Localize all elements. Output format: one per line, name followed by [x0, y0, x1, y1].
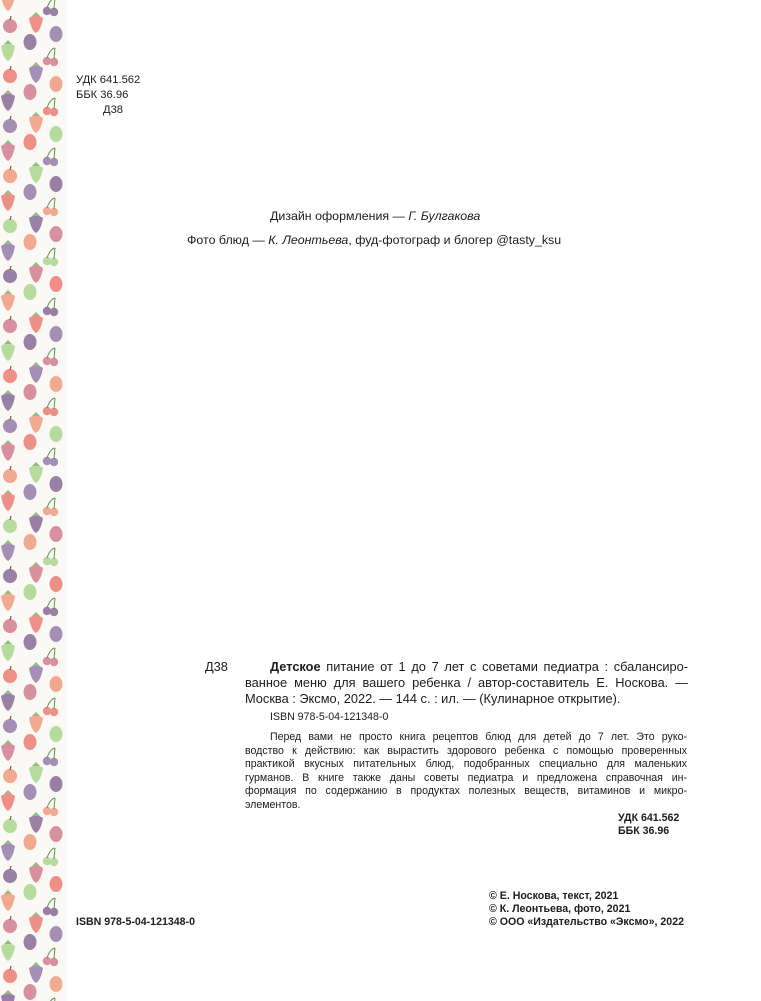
fruit-icon: [50, 826, 63, 842]
design-credit-name: Г. Булгакова: [408, 209, 481, 223]
copyright-line: © К. Леонтьева, фото, 2021: [489, 903, 631, 915]
fruit-icon: [50, 376, 63, 392]
author-mark-top: Д38: [103, 104, 124, 116]
fruit-icon: [1, 490, 15, 511]
design-credit-label: Дизайн оформления —: [270, 209, 409, 223]
fruit-icon: [24, 434, 37, 450]
fruit-icon: [1, 190, 15, 211]
fruit-icon: [50, 676, 63, 692]
photo-credit-name: К. Леонтьева: [268, 233, 349, 247]
fruit-icon: [50, 576, 63, 592]
bibliography-isbn: ISBN 978-5-04-121348-0: [270, 711, 389, 723]
fruit-icon: [1, 940, 15, 961]
fruit-icon: [1, 640, 15, 661]
fruit-icon: [50, 726, 63, 742]
bibliography-title-bold: Детское: [270, 659, 321, 674]
photo-credit-rest: , фуд-фотограф и блогер @tasty_ksu: [348, 233, 562, 247]
fruit-icon: [24, 934, 37, 950]
fruit-icon: [1, 590, 15, 611]
bbk-top: ББК 36.96: [76, 89, 129, 101]
fruit-icon: [50, 76, 63, 92]
fruit-icon: [24, 334, 37, 350]
fruit-icon: [1, 890, 15, 911]
fruit-icon: [43, 548, 58, 566]
fruit-icon: [43, 48, 58, 66]
fruit-icon: [3, 366, 17, 383]
fruit-icon: [24, 884, 37, 900]
fruit-icon: [24, 684, 37, 700]
fruit-icon: [24, 734, 37, 750]
fruit-icon: [50, 476, 63, 492]
fruit-icon: [43, 748, 58, 766]
fruit-icon: [24, 134, 37, 150]
fruit-icon: [43, 98, 58, 116]
fruit-icon: [24, 834, 37, 850]
fruit-icon: [29, 662, 43, 683]
fruit-icon: [24, 284, 37, 300]
bibliography-line-2: ванное меню для вашего ребенка / автор-составитель Е. Носкова. —: [245, 675, 688, 690]
fruit-pattern-border: [0, 0, 66, 1001]
fruit-icon: [29, 262, 43, 283]
fruit-icon: [43, 198, 58, 216]
fruit-icon: [3, 966, 17, 983]
fruit-icon: [29, 462, 43, 483]
fruit-icon: [29, 962, 43, 983]
fruit-icon: [24, 784, 37, 800]
fruit-icon: [50, 976, 63, 992]
copyright-line: © Е. Носкова, текст, 2021: [489, 890, 619, 902]
fruit-icon: [24, 634, 37, 650]
fruit-icon: [24, 384, 37, 400]
fruit-icon: [29, 612, 43, 633]
fruit-icon: [1, 90, 15, 111]
fruit-icon: [50, 876, 63, 892]
fruit-icon: [3, 266, 17, 283]
fruit-icon: [24, 984, 37, 1000]
fruit-icon: [3, 566, 17, 583]
annotation-line: практикой вкусных питательных блюд, подобранных специально для маленьких: [245, 758, 687, 770]
fruit-icon: [43, 498, 58, 516]
fruit-icon: [3, 316, 17, 333]
photo-credit: [187, 233, 561, 248]
fruit-icon: [1, 290, 15, 311]
fruit-icon: [3, 216, 17, 233]
fruit-icon: [3, 466, 17, 483]
fruit-icon: [43, 698, 58, 716]
fruit-icon: [1, 40, 15, 61]
fruit-icon: [3, 866, 17, 883]
fruit-icon: [50, 626, 63, 642]
fruit-icon: [43, 898, 58, 916]
fruit-icon: [3, 166, 17, 183]
fruit-icon: [29, 562, 43, 583]
fruit-icon: [1, 990, 15, 1001]
fruit-icon: [29, 862, 43, 883]
fruit-icon: [50, 776, 63, 792]
fruit-icon: [50, 526, 63, 542]
fruit-icon: [29, 412, 43, 433]
fruit-icon: [24, 584, 37, 600]
fruit-icon: [43, 248, 58, 266]
fruit-icon: [50, 926, 63, 942]
fruit-icon: [1, 540, 15, 561]
fruit-icon: [29, 512, 43, 533]
fruit-icon: [1, 740, 15, 761]
fruit-icon: [43, 298, 58, 316]
fruit-icon: [24, 84, 37, 100]
fruit-icon: [1, 390, 15, 411]
fruit-icon: [29, 912, 43, 933]
fruit-icon: [24, 34, 37, 50]
fruit-icon: [29, 812, 43, 833]
annotation-line: элементов.: [245, 798, 301, 811]
fruit-icon: [1, 140, 15, 161]
bibliography-line-1: [270, 659, 688, 676]
fruit-icon: [50, 326, 63, 342]
fruit-icon: [3, 516, 17, 533]
fruit-icon: [29, 762, 43, 783]
annotation-line: гурманов. В книге также даны советы педиатра и предложена справочная ин-: [245, 771, 687, 784]
fruit-icon: [24, 234, 37, 250]
fruit-icon: [3, 716, 17, 733]
bibliography-line-3: Москва : Эксмо, 2022. — 144 с. : ил. — (Кулинарное открытие).: [245, 691, 621, 706]
fruit-icon: [3, 16, 17, 33]
fruit-icon: [29, 62, 43, 83]
fruit-pattern-icon: [0, 0, 66, 1001]
fruit-icon: [3, 666, 17, 683]
udk-bottom: УДК 641.562: [618, 812, 680, 824]
fruit-icon: [50, 126, 63, 142]
fruit-icon: [29, 362, 43, 383]
fruit-icon: [50, 176, 63, 192]
fruit-icon: [43, 348, 58, 366]
annotation-line: водство к действию: как вырастить здорового ребенка с помощью проверенных: [245, 744, 687, 757]
bibliography-author-mark: Д38: [205, 659, 228, 674]
fruit-icon: [3, 916, 17, 933]
fruit-icon: [1, 790, 15, 811]
fruit-icon: [29, 162, 43, 183]
design-credit: [270, 209, 480, 224]
footer-isbn: ISBN 978-5-04-121348-0: [76, 916, 195, 928]
fruit-icon: [24, 534, 37, 550]
fruit-icon: [43, 948, 58, 966]
bbk-bottom: ББК 36.96: [618, 825, 670, 837]
fruit-icon: [43, 398, 58, 416]
annotation-line: Перед вами не просто книга рецептов блюд для детей до 7 лет. Это руко-: [270, 731, 687, 743]
fruit-icon: [50, 276, 63, 292]
udk-top: УДК 641.562: [76, 74, 141, 86]
fruit-icon: [1, 840, 15, 861]
fruit-icon: [3, 416, 17, 433]
bibliography-line-1-rest: питание от 1 до 7 лет с советами педиатра : сбалансиро-: [320, 659, 688, 674]
fruit-icon: [43, 148, 58, 166]
fruit-icon: [24, 484, 37, 500]
fruit-icon: [43, 0, 58, 16]
fruit-icon: [43, 648, 58, 666]
fruit-icon: [1, 440, 15, 461]
fruit-icon: [1, 0, 15, 11]
fruit-icon: [1, 690, 15, 711]
fruit-icon: [3, 616, 17, 633]
fruit-icon: [43, 848, 58, 866]
fruit-icon: [50, 26, 63, 42]
annotation-line: формация по содержанию в продуктах полезных веществ, витаминов и микро-: [245, 785, 687, 797]
fruit-icon: [29, 712, 43, 733]
fruit-icon: [29, 312, 43, 333]
fruit-icon: [3, 766, 17, 783]
fruit-icon: [24, 184, 37, 200]
fruit-icon: [43, 448, 58, 466]
fruit-icon: [29, 212, 43, 233]
fruit-icon: [50, 226, 63, 242]
fruit-icon: [50, 426, 63, 442]
copyright-line: © ООО «Издательство «Эксмо», 2022: [489, 916, 684, 928]
fruit-icon: [1, 340, 15, 361]
fruit-icon: [43, 798, 58, 816]
fruit-icon: [29, 112, 43, 133]
fruit-icon: [43, 598, 58, 616]
fruit-icon: [3, 816, 17, 833]
fruit-icon: [3, 66, 17, 83]
fruit-icon: [1, 240, 15, 261]
fruit-icon: [29, 12, 43, 33]
fruit-icon: [3, 116, 17, 133]
photo-credit-label: Фото блюд —: [187, 233, 269, 247]
